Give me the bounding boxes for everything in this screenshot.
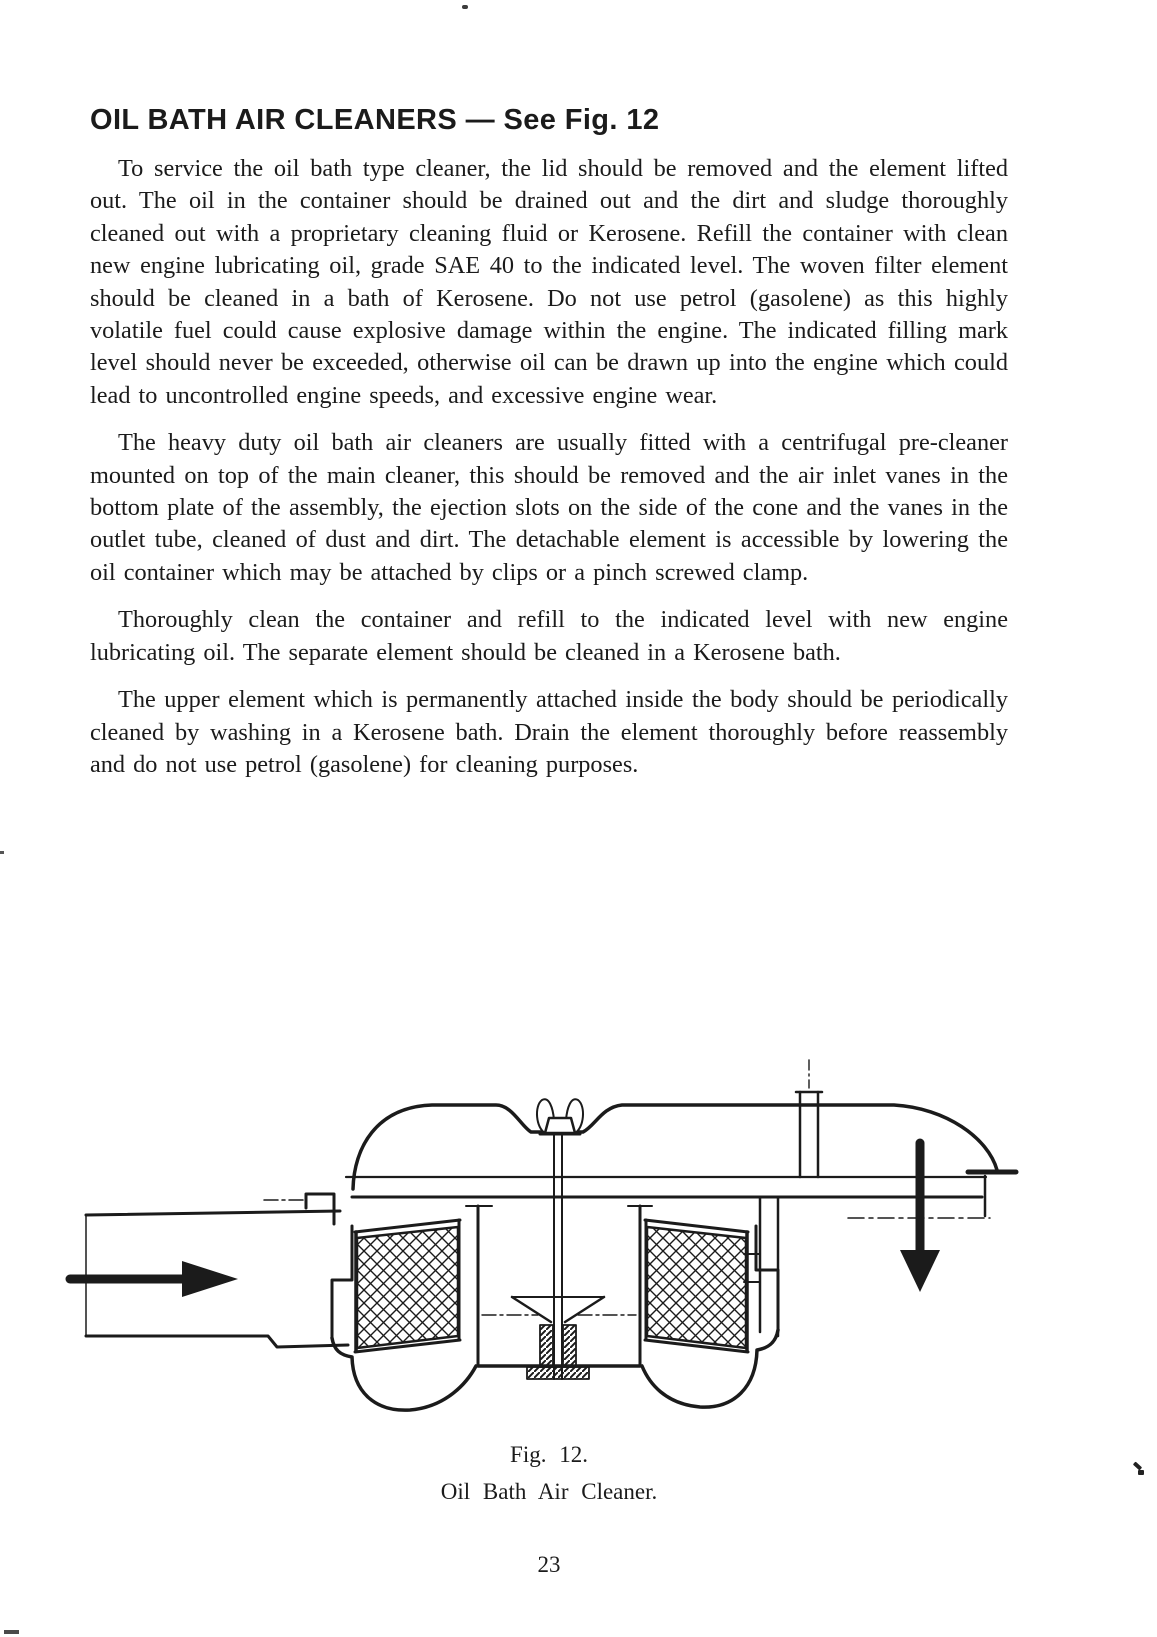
wing-nut	[537, 1099, 583, 1134]
body-paragraph-2: The heavy duty oil bath air cleaners are usually fitted with a centrifugal pre-cleaner mounted on top of the main cleaner, this should be removed and the air inlet vanes in the bottom plate of the assembly, the ejection slots on the side of the cone and the vanes in the outlet tube, cleaned of dust and dirt. The detachable element is accessible by lowering the oil container which may be attached by clips or a pinch screwed clamp.	[90, 429, 1008, 586]
filter-element-right	[645, 1220, 748, 1352]
oil-funnel	[482, 1297, 636, 1322]
outlet-flow-arrow	[900, 1143, 940, 1292]
body-paragraph-4: The upper element which is permanently attached inside the body should be periodically cleaned by washing in a Kerosene bath. Drain the element thoroughly before reassembly and do not use petrol (gasolene) for cleaning purposes.	[90, 686, 1008, 778]
figure-caption-number: Fig. 12.	[510, 1442, 588, 1467]
inlet-flow-arrow	[70, 1261, 238, 1297]
scan-artifact-left-edge	[0, 851, 4, 854]
scan-artifact-ink-blot	[1132, 1462, 1146, 1476]
scan-artifact-bottom	[4, 1630, 19, 1634]
scan-artifact-top	[462, 5, 468, 9]
page-number: 23	[537, 1552, 561, 1577]
figure-caption	[90, 1436, 1008, 1510]
section-heading: OIL BATH AIR CLEANERS — See Fig. 12	[90, 104, 660, 136]
figure-oil-bath-air-cleaner	[0, 1030, 1157, 1460]
body-paragraph-1: To service the oil bath type cleaner, the lid should be removed and the element lifted out. The oil in the container should be drained out and the dirt and sludge thoroughly cleaned out with a proprietary cleaning fluid or Kerosene. Refill the container with clean new engine lubricating oil, grade SAE 40 to the indicated level. The woven filter element should be cleaned in a bath of Kerosene. Do not use petrol (gasolene) as this highly volatile fuel could cause explosive damage within the engine. The indicated filling mark level should never be exceeded, otherwise oil can be drawn up into the engine which could lead to uncontrolled engine speeds, and excessive engine wear.	[90, 155, 1008, 409]
center-bolt	[554, 1134, 562, 1379]
figure-caption-title: Oil Bath Air Cleaner.	[440, 1479, 658, 1504]
text-column	[90, 104, 1008, 796]
filter-element-left	[355, 1220, 460, 1352]
mounting-boss	[527, 1325, 589, 1379]
inner-column	[466, 1206, 652, 1366]
body-paragraph-3: Thoroughly clean the container and refill to the indicated level with new engine lubricating oil. The separate element should be cleaned in a Kerosene bath.	[90, 606, 1008, 666]
